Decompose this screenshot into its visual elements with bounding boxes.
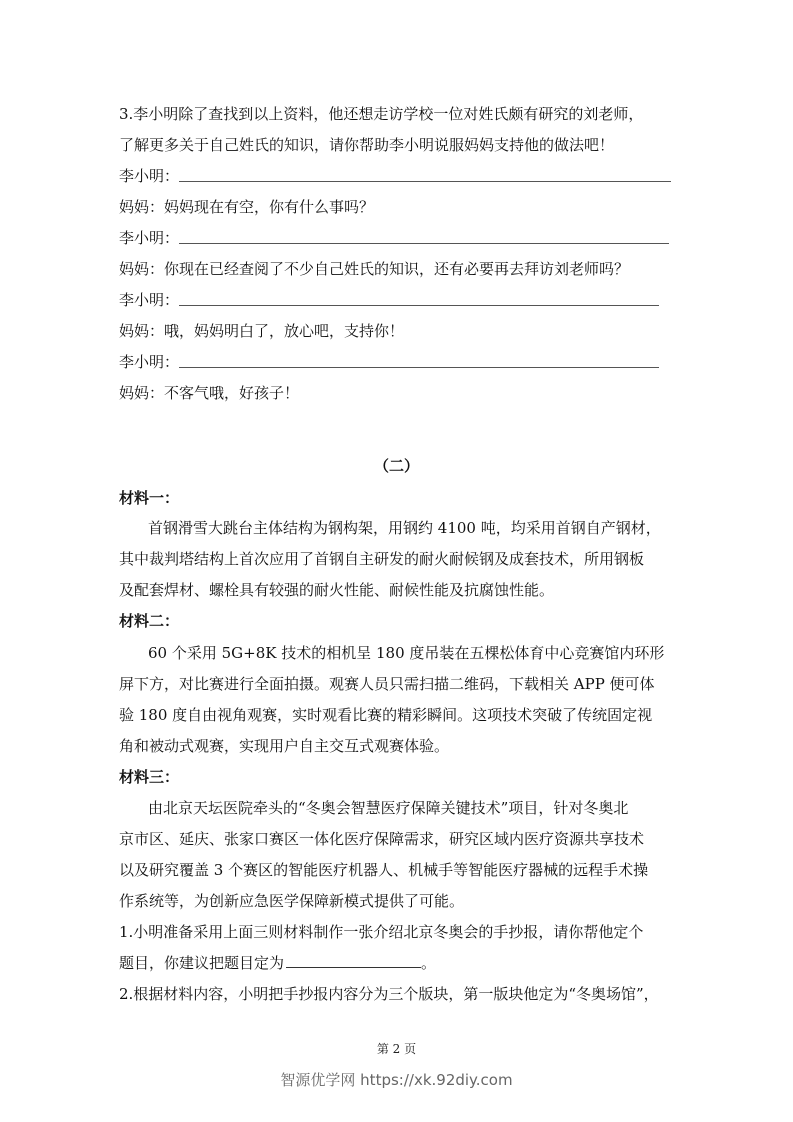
answer-blank-line[interactable] [179, 367, 659, 368]
answer-blank-line[interactable] [179, 243, 669, 244]
dialogue-speaker: 李小明： [119, 167, 180, 185]
dialogue-row-4 [119, 259, 679, 279]
question3-line1: 3.李小明除了查找到以上资料，他还想走访学校一位对姓氏颇有研究的刘老师， [119, 105, 644, 123]
material1-line: 首钢滑雪大跳台主体结构为钢构架，用钢约 4100 吨，均采用首钢自产钢材， [148, 519, 661, 537]
dialogue-row-2 [119, 197, 679, 217]
dialogue-speaker: 妈妈： [119, 260, 165, 278]
dialogue-text: 你现在已经查阅了不少自己姓氏的知识，还有必要再去拜访刘老师吗？ [164, 260, 630, 278]
dialogue-speaker: 李小明： [119, 229, 180, 247]
material2-heading: 材料二： [119, 612, 180, 630]
dialogue-text: 不客气哦，好孩子！ [164, 384, 300, 402]
question1-line1: 1.小明准备采用上面三则材料制作一张介绍北京冬奥会的手抄报，请你帮他定个 [119, 923, 644, 941]
section-title: （二） [373, 457, 419, 475]
dialogue-row-5 [119, 290, 679, 310]
dialogue-row-3 [119, 228, 679, 248]
dialogue-text: 妈妈现在有空，你有什么事吗？ [164, 198, 375, 216]
dialogue-row-7 [119, 352, 679, 372]
watermark: 智源优学网 https://xk.92diy.com [280, 1071, 513, 1089]
material1-heading: 材料一： [119, 489, 180, 507]
page-number: 第 2 页 [376, 1042, 417, 1056]
material3-line: 作系统等，为创新应急医学保障新模式提供了可能。 [119, 892, 465, 910]
material1-line: 其中裁判塔结构上首次应用了首钢自主研发的耐火耐候钢及成套技术，所用钢板 [119, 550, 645, 568]
answer-blank-line[interactable] [179, 181, 671, 182]
material3-line: 以及研究覆盖 3 个赛区的智能医疗机器人、机械手等智能医疗器械的远程手术操 [119, 861, 649, 879]
material3-line: 由北京天坛医院牵头的“冬奥会智慧医疗保障关键技术”项目，针对冬奥北 [148, 799, 629, 817]
answer-blank-line[interactable] [179, 305, 659, 306]
material1-line: 及配套焊材、螺栓具有较强的耐火性能、耐候性能及抗腐蚀性能。 [119, 581, 555, 599]
title-answer-blank[interactable] [286, 967, 421, 968]
material2-line: 角和被动式观赛，实现用户自主交互式观赛体验。 [119, 737, 450, 755]
question3-line2: 了解更多关于自己姓氏的知识，请你帮助李小明说服妈妈支持他的做法吧！ [119, 136, 615, 154]
dialogue-speaker: 李小明： [119, 291, 180, 309]
material3-heading: 材料三： [119, 768, 180, 786]
dialogue-speaker: 妈妈： [119, 198, 165, 216]
material3-line: 京市区、延庆、张家口赛区一体化医疗保障需求，研究区域内医疗资源共享技术 [119, 830, 645, 848]
dialogue-speaker: 妈妈： [119, 384, 165, 402]
material2-line: 屏下方，对比赛进行全面拍摄。观赛人员只需扫描二维码，下载相关 APP 便可体 [119, 675, 655, 693]
question2-line1: 2.根据材料内容，小明把手抄报内容分为三个版块，第一版块他定为“冬奥场馆”， [119, 985, 659, 1003]
material2-line: 验 180 度自由视角观赛，实时观看比赛的精彩瞬间。这项技术突破了传统固定视 [119, 706, 653, 724]
dialogue-row-1 [119, 166, 679, 186]
question1-prefix: 题目，你建议把题目定为 [119, 954, 285, 972]
question1-suffix: 。 [421, 954, 437, 972]
dialogue-speaker: 妈妈： [119, 322, 165, 340]
dialogue-row-6 [119, 321, 679, 341]
dialogue-speaker: 李小明： [119, 353, 180, 371]
question1-line2 [119, 953, 679, 973]
dialogue-text: 哦，妈妈明白了，放心吧，支持你！ [164, 322, 405, 340]
dialogue-row-8 [119, 383, 679, 403]
material2-line: 60 个采用 5G+8K 技术的相机呈 180 度吊装在五棵松体育中心竞赛馆内环形 [148, 644, 665, 662]
